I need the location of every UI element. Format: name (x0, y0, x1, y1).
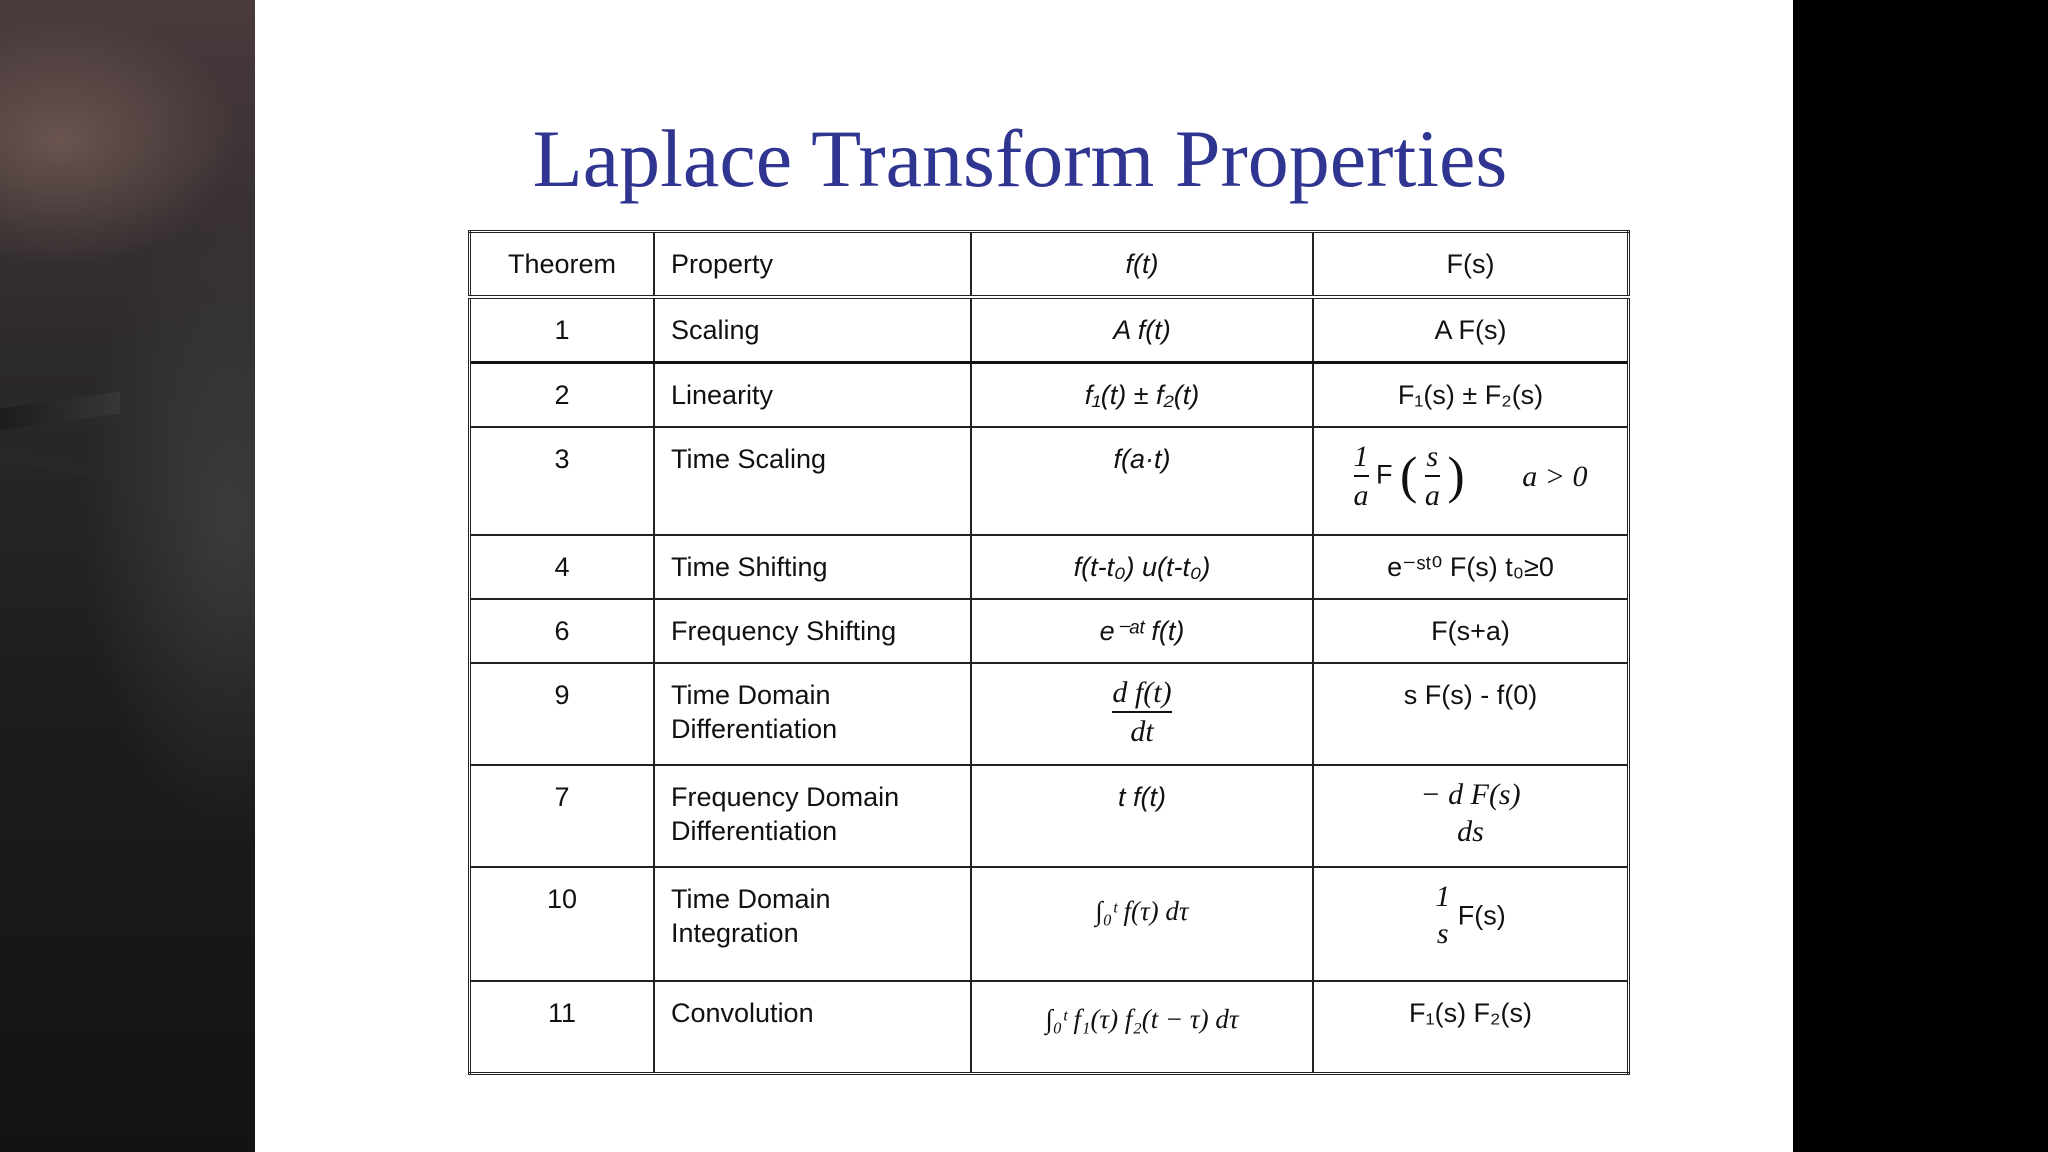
property-cell: Scaling (654, 297, 971, 363)
fraction-denominator: ds (1457, 815, 1484, 848)
table-row (470, 427, 1629, 535)
transform-F: F(s) (1457, 900, 1506, 931)
theorem-cell: 10 (470, 867, 655, 981)
fs-cell (1313, 427, 1629, 535)
right-paren-icon: ) (1447, 447, 1465, 505)
properties-table (468, 230, 1630, 1075)
property-line: Time Domain (671, 680, 831, 710)
property-cell (654, 867, 971, 981)
property-cell: Linearity (654, 363, 971, 428)
fs-cell: e⁻ˢᵗ⁰ F(s) t₀≥0 (1313, 535, 1629, 599)
property-cell (654, 663, 971, 765)
fraction-numerator: 1 (1353, 440, 1369, 473)
property-cell: Convolution (654, 981, 971, 1074)
header-fs: F(s) (1313, 232, 1629, 298)
fraction-numerator: d f(t) (1112, 676, 1172, 709)
table-row (470, 981, 1629, 1074)
header-property: Property (654, 232, 971, 298)
theorem-cell: 11 (470, 981, 655, 1074)
table-row (470, 765, 1629, 867)
airplane-tail-shape (0, 447, 90, 477)
property-cell: Time Scaling (654, 427, 971, 535)
table-header-row (470, 232, 1629, 298)
background-photo (0, 0, 255, 1152)
fraction-numerator: − d F(s) (1420, 778, 1521, 811)
property-line: Integration (671, 918, 799, 948)
header-ft: f(t) (971, 232, 1313, 298)
theorem-cell: 6 (470, 599, 655, 663)
ft-cell (971, 663, 1313, 765)
table-row (470, 535, 1629, 599)
fs-cell (1313, 867, 1629, 981)
theorem-cell: 3 (470, 427, 655, 535)
transform-F: F (1376, 459, 1393, 490)
fs-cell: A F(s) (1313, 297, 1629, 363)
fraction-denominator: a (1425, 475, 1440, 511)
ft-cell: e⁻ᵃᵗ f(t) (971, 599, 1313, 663)
theorem-cell: 1 (470, 297, 655, 363)
condition-text: a > 0 (1522, 459, 1588, 493)
table-row (470, 363, 1629, 428)
fraction-denominator: s (1436, 917, 1449, 950)
table-row (470, 599, 1629, 663)
theorem-cell: 7 (470, 765, 655, 867)
fs-cell: F(s+a) (1313, 599, 1629, 663)
airplane-wing-shape (0, 392, 120, 431)
property-cell: Time Shifting (654, 535, 971, 599)
ft-cell: ∫₀ᵗ f₁(τ) f₂(t − τ) dτ (971, 981, 1313, 1074)
fraction-denominator: a (1354, 475, 1369, 511)
ft-cell: f(t-t₀) u(t-t₀) (971, 535, 1313, 599)
property-cell (654, 765, 971, 867)
property-line: Differentiation (671, 816, 838, 846)
right-black-margin (1793, 0, 2048, 1152)
slide-title: Laplace Transform Properties (532, 113, 1508, 204)
property-line: Differentiation (671, 714, 838, 744)
ft-cell: f(a·t) (971, 427, 1313, 535)
fs-cell: F₁(s) F₂(s) (1313, 981, 1629, 1074)
table-row (470, 867, 1629, 981)
ft-cell: t f(t) (971, 765, 1313, 867)
left-paren-icon: ( (1400, 447, 1418, 505)
ft-cell: A f(t) (971, 297, 1313, 363)
table-row (470, 297, 1629, 363)
fs-cell: s F(s) - f(0) (1313, 663, 1629, 765)
ft-cell: f₁(t) ± f₂(t) (971, 363, 1313, 428)
theorem-cell: 9 (470, 663, 655, 765)
fraction-denominator: dt (1112, 711, 1171, 747)
fraction-s-over-a (1425, 442, 1440, 511)
ft-cell: ∫₀ᵗ f(τ) dτ (971, 867, 1313, 981)
fraction-numerator: 1 (1435, 880, 1451, 913)
fs-cell (1313, 765, 1629, 867)
property-cell: Frequency Shifting (654, 599, 971, 663)
derivative-fraction (1420, 780, 1520, 847)
derivative-fraction (1112, 678, 1171, 747)
property-line: Time Domain (671, 884, 831, 914)
table-row (470, 663, 1629, 765)
slide (255, 0, 1793, 1152)
theorem-cell: 2 (470, 363, 655, 428)
property-line: Frequency Domain (671, 782, 900, 812)
fraction-one-over-a (1354, 442, 1369, 511)
theorem-cell: 4 (470, 535, 655, 599)
fraction-one-over-s (1435, 882, 1450, 949)
fraction-numerator: s (1426, 440, 1439, 473)
header-theorem: Theorem (470, 232, 655, 298)
fs-cell: F₁(s) ± F₂(s) (1313, 363, 1629, 428)
